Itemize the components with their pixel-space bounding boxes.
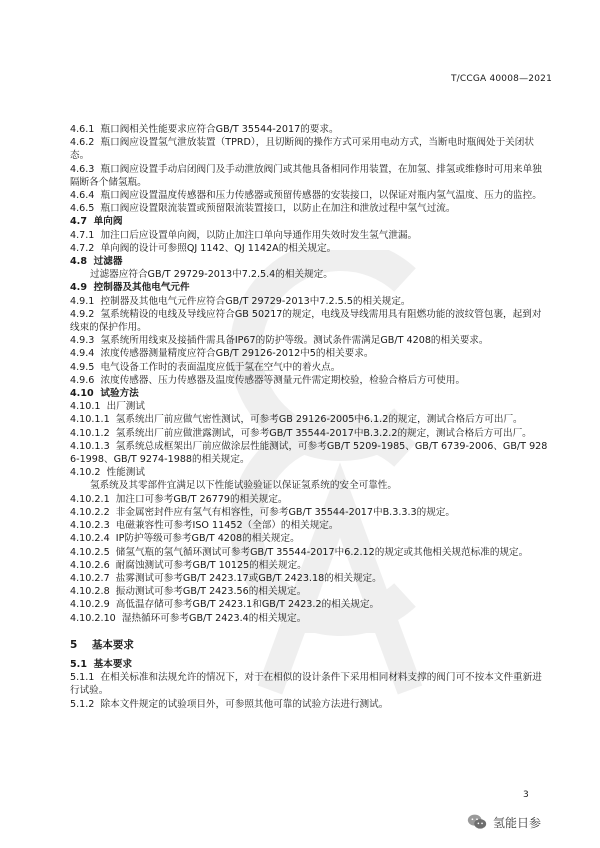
clause-4-6-2: 4.6.2 瓶口阀应设置氢气泄放装置（TPRD），且切断阀的操作方式可采用电动方式，当断电时瓶阀处于关闭状态。 bbox=[70, 137, 534, 162]
clause-4-10-2-6: 4.10.2.6 耐腐蚀测试可参考GB/T 10125的相关规定。 bbox=[70, 559, 307, 571]
wechat-icon bbox=[466, 811, 488, 833]
clause-4-6-1: 4.6.1 瓶口阀相关性能要求应符合GB/T 35544-2017的要求。 bbox=[70, 124, 339, 135]
heading-4-9: 4.9 控制器及其他电气元件 bbox=[70, 282, 190, 294]
clause-4-10-2-5: 4.10.2.5 储氢气瓶的氢气循环测试可参考GB/T 35544-2017中6.2.12的规定或其他相关规范标准的规定。 bbox=[70, 546, 529, 558]
clause-4-10-2-8: 4.10.2.8 振动测试可参考GB/T 2423.56的相关规定。 bbox=[70, 586, 307, 598]
clause-4-10-1-2: 4.10.1.2 氢系统出厂前应做泄露测试，可参考GB/T 35544-2017中B.3.2.2的规定，测试合格后方可出厂。 bbox=[70, 427, 532, 439]
clause-4-9-5: 4.9.5 电气设备工作时的表面温度应低于氢在空气中的着火点。 bbox=[70, 361, 341, 373]
heading-4-8: 4.8 过滤器 bbox=[70, 256, 123, 268]
heading-4-10: 4.10 试验方法 bbox=[70, 388, 139, 400]
clause-4-6-4: 4.6.4 瓶口阀应设置温度传感器和压力传感器或预留传感器的安装接口，以保证对瓶内氢气温度、压力的监控。 bbox=[70, 190, 542, 202]
clause-4-6-3: 4.6.3 瓶口阀应设置手动启闭阀门及手动泄放阀门或其他具备相同作用装置，在加氢、排氢或维修时可用来单独隔断各个储氢瓶。 bbox=[70, 163, 542, 188]
clause-4-9-2: 4.9.2 氢系统精设的电线及导线应符合GB 50217的规定，电线及导线需用具有阻燃功能的波纹管包裹，起到对线束的保护作用。 bbox=[70, 308, 542, 334]
clause-5-1-2: 5.1.2 除本文件规定的试验项目外，可参照其他可靠的试验方法进行测试。 bbox=[70, 698, 389, 710]
clause-5-1-1: 5.1.1 在相关标准和法规允许的情况下，对于在相似的设计条件下采用相同材料支撑的阀门可不按本文件重新进行试验。 bbox=[70, 672, 542, 697]
clause-4-9-4: 4.9.4 浓度传感器测量精度应符合GB/T 29126-2012中5的相关要求。 bbox=[70, 348, 374, 360]
clause-4-10-1-1: 4.10.1.1 氢系统出厂前应做气密性测试，可参考GB 29126-2005中6.1.2的规定，测试合格后方可出厂。 bbox=[70, 414, 523, 426]
clause-4-7-2: 4.7.2 单向阀的设计可参照QJ 1142、QJ 1142A的相关规定。 bbox=[70, 242, 337, 254]
page-number: 3 bbox=[523, 790, 529, 800]
clause-4-10-2-1: 4.10.2.1 加注口可参考GB/T 26779的相关规定。 bbox=[70, 493, 288, 505]
clause-4-10-2-intro: 氢系统及其零部件宜满足以下性能试验验证以保证氢系统的安全可靠性。 bbox=[90, 480, 397, 492]
heading-5-1: 5.1 基本要求 bbox=[70, 658, 133, 670]
clause-4-10-2-4: 4.10.2.4 IP防护等级可参考GB/T 4208的相关规定。 bbox=[70, 533, 300, 545]
wechat-account-name: 氢能日参 bbox=[493, 815, 542, 830]
document-code: T/CCGA 40008—2021 bbox=[450, 74, 552, 84]
clause-4-8-text: 过滤器应符合GB/T 29729-2013中7.2.5.4的相关规定。 bbox=[90, 269, 333, 281]
heading-4-10-2: 4.10.2 性能测试 bbox=[70, 467, 145, 479]
clause-4-9-3: 4.9.3 氢系统所用线束及接插件需具备IP67的防护等级。测试条件需满足GB/T 4208的相关要求。 bbox=[70, 335, 489, 347]
clause-4-9-1: 4.9.1 控制器及其他电气元件应符合GB/T 29729-2013中7.2.5.5的相关规定。 bbox=[70, 295, 411, 307]
document-body bbox=[70, 123, 550, 711]
wechat-account-badge bbox=[466, 811, 541, 833]
clause-4-7-1: 4.7.1 加注口后应设置单向阀，以防止加注口单向导通作用失效时发生氢气泄漏。 bbox=[70, 229, 418, 241]
clause-4-10-2-2: 4.10.2.2 非金属密封件应有氢气有相容性，可参考GB/T 35544-2017中B.3.3.3的规定。 bbox=[70, 506, 456, 518]
heading-4-10-1: 4.10.1 出厂测试 bbox=[70, 401, 145, 413]
clause-4-9-6: 4.9.6 浓度传感器、压力传感器及温度传感器等测量元件需定期校验，检验合格后方可使用。 bbox=[70, 374, 466, 386]
clause-4-10-2-9: 4.10.2.9 高低温存储可参考GB/T 2423.1和GB/T 2423.2的相关规定。 bbox=[70, 599, 380, 611]
heading-4-7: 4.7 单向阀 bbox=[70, 216, 123, 228]
clause-4-6-5: 4.6.5 瓶口阀应设置限流装置或预留限流装置接口，以防止在加注和泄放过程中氢气过流。 bbox=[70, 203, 456, 215]
clause-4-10-2-10: 4.10.2.10 湿热循环可参考GB/T 2423.4的相关规定。 bbox=[70, 612, 307, 624]
heading-section-5: 5 基本要求 bbox=[70, 638, 134, 651]
clause-4-10-2-3: 4.10.2.3 电磁兼容性可参考ISO 11452（全部）的相关规定。 bbox=[70, 520, 339, 532]
clause-4-10-2-7: 4.10.2.7 盐雾测试可参考GB/T 2423.17或GB/T 2423.18的相关规定。 bbox=[70, 572, 382, 584]
clause-4-10-1-3: 4.10.1.3 氢系统总成框架出厂前应做涂层性能测试，可参考GB/T 5209-1985、GB/T 6739-2006、GB/T 9286-1998、GB/T 9274-1988的相关规定。 bbox=[70, 440, 548, 466]
